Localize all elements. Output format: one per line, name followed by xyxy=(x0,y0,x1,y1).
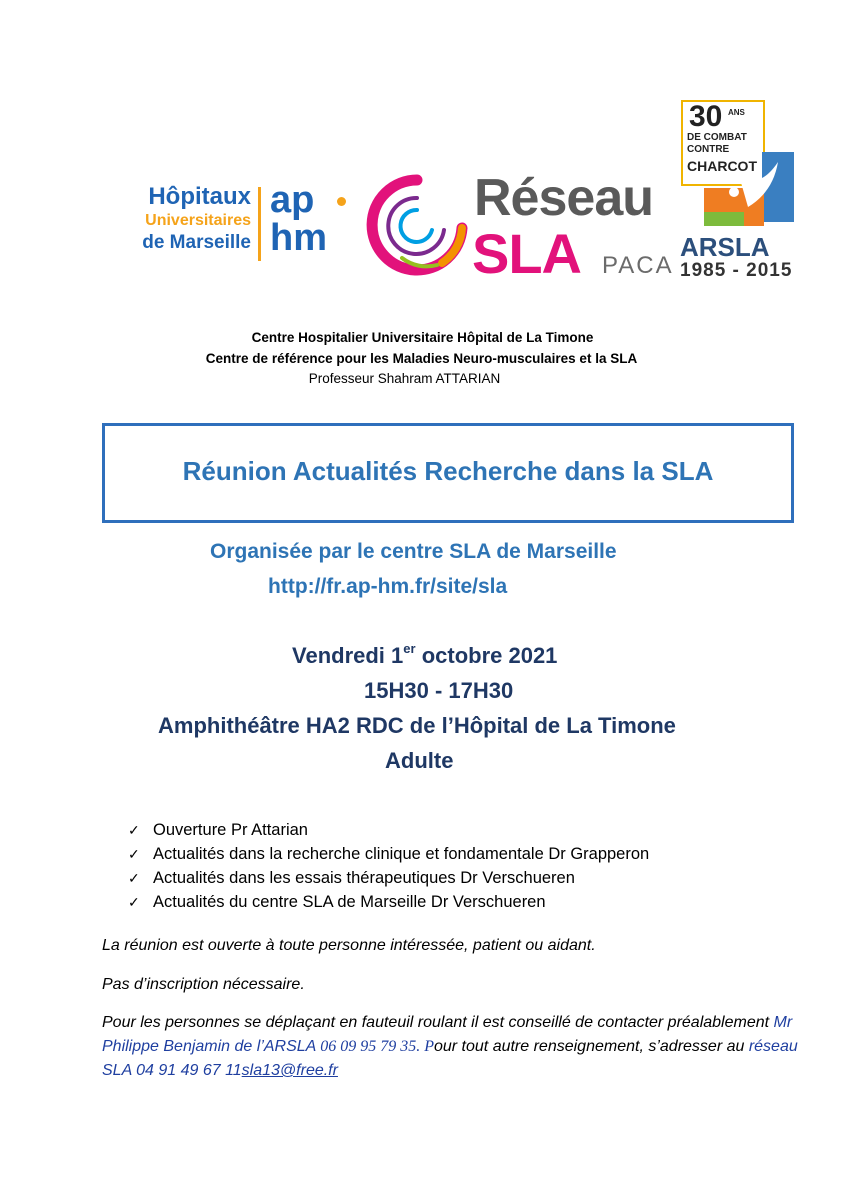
contact-more: our tout autre renseignement, s’adresser au xyxy=(433,1038,749,1055)
aphm-logo xyxy=(108,179,348,265)
contact-intro: Pour les personnes se déplaçant en fauteuil roulant il est conseillé de contacter préalablement xyxy=(102,1014,774,1031)
email-link[interactable]: sla13@free.fr xyxy=(241,1062,338,1079)
reseau-sla-logo xyxy=(362,168,672,283)
list-item xyxy=(128,842,649,866)
badge-number: 30 xyxy=(689,100,723,133)
aphm-line2: Universitaires xyxy=(145,212,251,229)
reseau-region: PACA xyxy=(602,252,674,279)
check-icon: ✓ xyxy=(128,845,140,862)
event-date xyxy=(292,643,557,669)
aphm-mark-top: ap xyxy=(270,179,315,221)
contact-name: Mr Philippe Benjamin de l’ARSLA xyxy=(102,1014,793,1055)
reseau-sla-word: SLA xyxy=(472,222,581,285)
aphm-mark-bottom: hm xyxy=(270,217,327,259)
arsla-emblem-icon xyxy=(678,152,798,232)
header-centre: Centre de référence pour les Maladies Neuro-musculaires et la SLA xyxy=(205,351,638,366)
check-icon: ✓ xyxy=(128,821,140,838)
organizer-line: Organisée par le centre SLA de Marseille xyxy=(210,540,617,563)
event-place: Amphithéâtre HA2 RDC de l’Hôpital de La Timone xyxy=(158,713,676,738)
list-item xyxy=(128,866,649,890)
swirl-icon xyxy=(362,168,472,283)
header-hospital: Centre Hospitalier Universitaire Hôpital de La Timone xyxy=(251,330,594,345)
note-open: La réunion est ouverte à toute personne intéressée, patient ou aidant. xyxy=(102,937,596,954)
aphm-divider xyxy=(258,187,261,261)
arsla-years: 1985 - 2015 xyxy=(680,260,793,281)
program-list xyxy=(128,818,649,914)
event-time: 15H30 - 17H30 xyxy=(364,678,514,703)
event-day-sup: er xyxy=(403,641,416,656)
organizer-url[interactable]: http://fr.ap-hm.fr/site/sla xyxy=(268,575,508,598)
event-place-detail: Adulte xyxy=(385,748,454,773)
note-registration: Pas d’inscription nécessaire. xyxy=(102,976,305,993)
reseau-phone: réseau SLA 04 91 49 67 11 xyxy=(102,1038,798,1079)
badge-ans: ANS xyxy=(728,108,745,117)
contact-phone: 06 09 95 79 35. P xyxy=(320,1038,434,1055)
program-item: Ouverture Pr Attarian xyxy=(153,820,308,839)
check-icon: ✓ xyxy=(128,869,140,886)
title-box xyxy=(102,423,794,523)
event-day: Vendredi 1 xyxy=(292,643,404,668)
reseau-word: Réseau xyxy=(474,169,653,227)
aphm-dot xyxy=(337,197,346,206)
arsla-name: ARSLA xyxy=(680,232,770,262)
list-item xyxy=(128,890,649,914)
header-professor: Professeur Shahram ATTARIAN xyxy=(308,371,501,386)
check-icon: ✓ xyxy=(128,893,140,910)
program-item: Actualités du centre SLA de Marseille Dr Verschueren xyxy=(153,892,546,911)
event-month-year: octobre 2021 xyxy=(415,643,558,668)
badge-charcot: CHARCOT xyxy=(687,158,757,174)
program-item: Actualités dans la recherche clinique et fondamentale Dr Grapperon xyxy=(153,844,650,863)
program-item: Actualités dans les essais thérapeutiques Dr Verschueren xyxy=(153,868,575,887)
note-contact xyxy=(102,1011,802,1083)
aphm-line3: de Marseille xyxy=(142,232,251,253)
arsla-logo xyxy=(678,100,798,290)
list-item xyxy=(128,818,649,842)
badge-combat: DE COMBAT CONTRE xyxy=(687,132,747,155)
aphm-line1: Hôpitaux xyxy=(148,183,251,210)
page-title: Réunion Actualités Recherche dans la SLA xyxy=(182,456,714,486)
